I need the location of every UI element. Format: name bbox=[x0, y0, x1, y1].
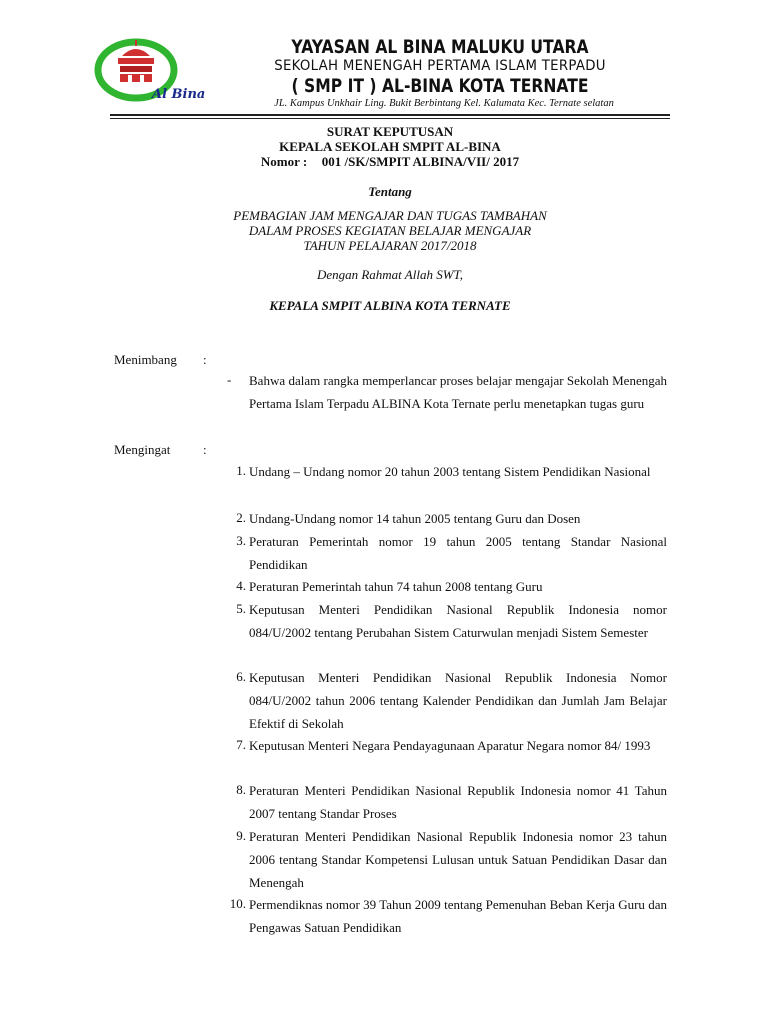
list-item-text: Keputusan Menteri Pendidikan Nasional Republik Indonesia Nomor 084/U/2002 tahun 2006 tentang Kalender Pendidikan dan Jumlah Jam Belajar Efektif di Sekolah bbox=[249, 670, 667, 731]
issuer-heading: KEPALA SMPIT ALBINA KOTA TERNATE bbox=[269, 298, 511, 313]
list-item-number: 7. bbox=[236, 737, 246, 752]
list-item-number: 9. bbox=[236, 828, 246, 843]
letterhead-rule-thin bbox=[110, 118, 670, 119]
doc-number bbox=[150, 154, 630, 170]
school-type: SEKOLAH MENENGAH PERTAMA ISLAM TERPADU bbox=[274, 58, 606, 74]
doc-number-value: 001 /SK/SMPIT ALBINA/VII/ 2017 bbox=[321, 154, 520, 169]
list-item-number: 1. bbox=[236, 463, 246, 478]
school-logo bbox=[92, 36, 210, 106]
list-item-text: Keputusan Menteri Pendidikan Nasional Republik Indonesia nomor 084/U/2002 tentang Perubahan Sistem Caturwulan menjadi Sistem Semester bbox=[249, 602, 667, 640]
list-item-number: 10. bbox=[229, 896, 246, 911]
list-item-number: 6. bbox=[236, 669, 246, 684]
list-item-number: 8. bbox=[236, 782, 246, 797]
list-item-text: Peraturan Menteri Pendidikan Nasional Republik Indonesia nomor 23 tahun 2006 tentang Standar Kompetensi Lulusan untuk Satuan Pendidikan Dasar dan Menengah bbox=[249, 829, 667, 890]
mengingat-label: Mengingat bbox=[114, 442, 171, 457]
menimbang-label: Menimbang bbox=[114, 352, 177, 367]
about-line-3: TAHUN PELAJARAN 2017/2018 bbox=[303, 238, 477, 253]
list-item-text: Peraturan Pemerintah nomor 19 tahun 2005 tentang Standar Nasional Pendidikan bbox=[249, 534, 667, 572]
about-line-2: DALAM PROSES KEGIATAN BELAJAR MENGAJAR bbox=[248, 223, 532, 238]
menimbang-bullet: - bbox=[227, 372, 232, 387]
about-label: Tentang bbox=[368, 184, 412, 199]
school-address: JL. Kampus Unkhair Ling. Bukit Berbintang Kel. Kalumata Kec. Ternate selatan bbox=[274, 98, 614, 109]
list-item-text: Permendiknas nomor 39 Tahun 2009 tentang Pemenuhan Beban Kerja Guru dan Pengawas Satuan Pendidikan bbox=[249, 897, 667, 935]
logo-lettering: Al Bina bbox=[152, 87, 206, 102]
mengingat-colon: : bbox=[203, 442, 207, 457]
doc-issuer-title: KEPALA SEKOLAH SMPIT AL-BINA bbox=[279, 139, 501, 154]
letterhead-rule-thick bbox=[110, 114, 670, 116]
doc-number-label: Nomor : bbox=[260, 154, 308, 169]
list-item-number: 3. bbox=[236, 533, 246, 548]
list-item-number: 2. bbox=[236, 510, 246, 525]
list-item-text: Keputusan Menteri Negara Pendayagunaan Aparatur Negara nomor 84/ 1993 bbox=[249, 738, 651, 753]
school-name: ( SMP IT ) AL-BINA KOTA TERNATE bbox=[291, 75, 589, 97]
list-item-text: Peraturan Menteri Pendidikan Nasional Republik Indonesia nomor 41 Tahun 2007 tentang Standar Proses bbox=[249, 783, 667, 821]
doc-type-title: SURAT KEPUTUSAN bbox=[326, 124, 454, 139]
list-item-text: Peraturan Pemerintah tahun 74 tahun 2008 tentang Guru bbox=[249, 579, 543, 594]
blessing-text: Dengan Rahmat Allah SWT, bbox=[316, 267, 464, 282]
menimbang-colon: : bbox=[203, 352, 207, 367]
list-item-text: Undang-Undang nomor 14 tahun 2005 tentang Guru dan Dosen bbox=[249, 511, 581, 526]
list-item-number: 5. bbox=[236, 601, 246, 616]
foundation-name: YAYASAN AL BINA MALUKU UTARA bbox=[291, 36, 589, 58]
list-item-number: 4. bbox=[236, 578, 246, 593]
list-item-text: Undang – Undang nomor 20 tahun 2003 tentang Sistem Pendidikan Nasional bbox=[249, 464, 651, 479]
about-line-1: PEMBAGIAN JAM MENGAJAR DAN TUGAS TAMBAHAN bbox=[233, 208, 547, 223]
menimbang-text: Bahwa dalam rangka memperlancar proses belajar mengajar Sekolah Menengah Pertama Islam Terpadu ALBINA Kota Ternate perlu menetapkan tugas guru bbox=[249, 373, 667, 411]
